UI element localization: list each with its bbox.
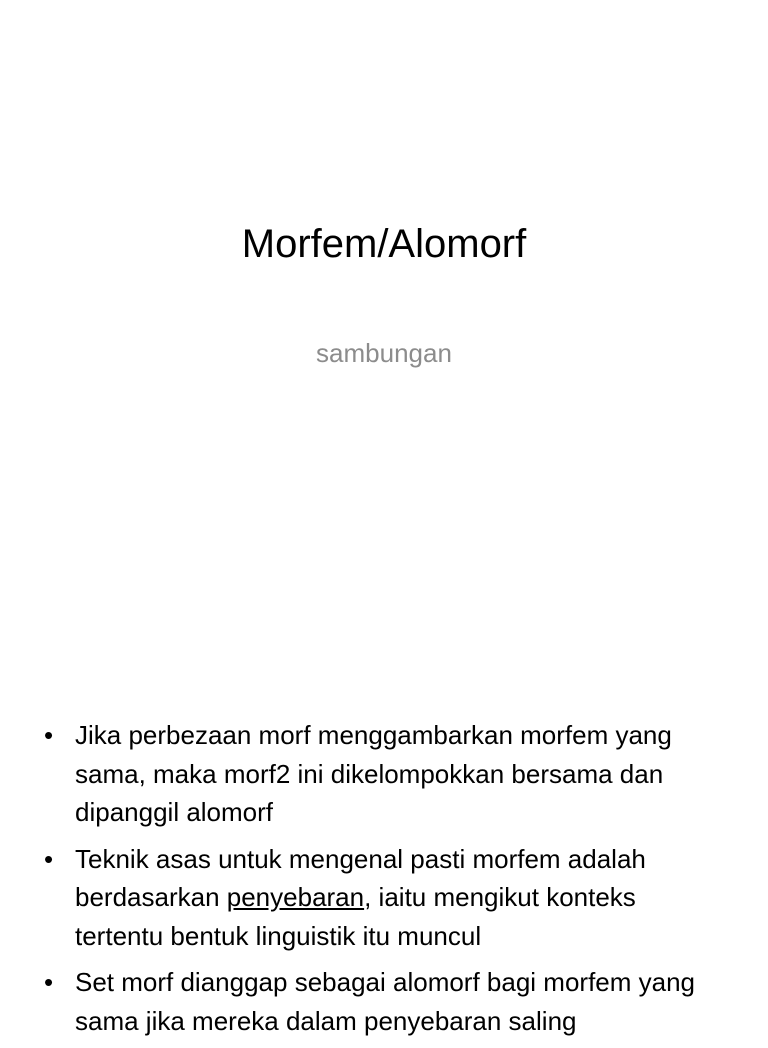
slide-subtitle: sambungan [316, 338, 452, 368]
bullet-text: Set morf dianggap sebagai alomorf bagi morfem yang sama jika mereka dalam penyebaran saling [75, 967, 696, 1036]
bullet-item-3 [0, 963, 768, 1040]
bullet-text-before: Teknik asas untuk mengenal pasti morfem adalah berdasarkan [75, 843, 646, 912]
bullet-dot-icon: • [44, 967, 54, 997]
underlined-term: penyebaran [226, 882, 365, 912]
bullet-dot-icon: • [44, 843, 54, 874]
bullet-list [0, 716, 768, 1048]
bullet-dot-icon: • [44, 720, 54, 750]
bullet-item-2 [0, 840, 768, 956]
bullet-text-after: , iaitu mengikut konteks tertentu bentuk linguistik itu muncul [75, 882, 636, 951]
slide-title: Morfem/Alomorf [241, 222, 527, 266]
bullet-text: Jika perbezaan morf menggambarkan morfem yang sama, maka morf2 ini dikelompokkan bersama dan dipanggil alomorf [75, 720, 672, 827]
bullet-item-1 [0, 716, 768, 832]
